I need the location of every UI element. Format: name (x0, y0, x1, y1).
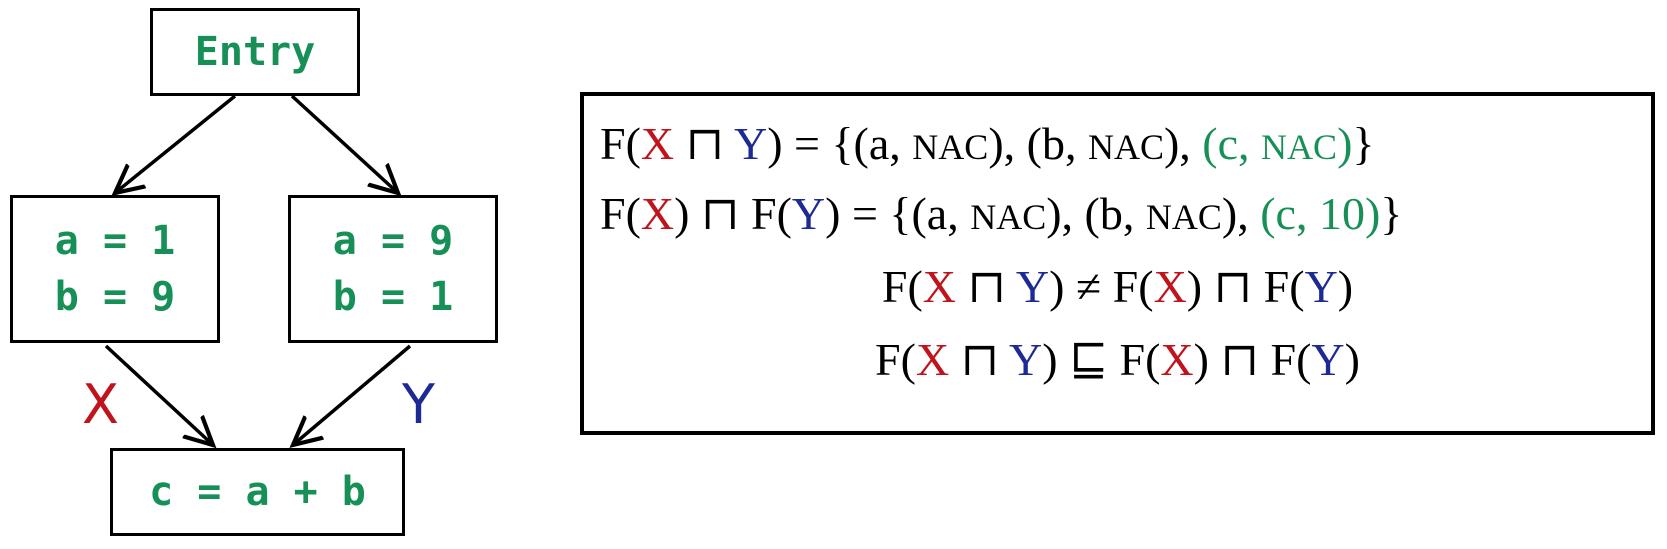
c-nac-value: NAC (1261, 127, 1338, 167)
nac-value: NAC (1087, 127, 1164, 167)
meet-operator: ⊓ (956, 261, 1016, 312)
nac-value: NAC (1145, 197, 1222, 237)
y-symbol: Y (1311, 334, 1345, 385)
formula-text: ) ≠ F( (1049, 261, 1154, 312)
formula-text: ) ⊑ F( (1042, 334, 1161, 385)
c-pair-open: (c, (1202, 118, 1262, 169)
x-symbol: X (922, 261, 957, 312)
cfg-node-entry (150, 8, 360, 96)
cfg-node-left (10, 195, 220, 343)
x-symbol: X (1153, 261, 1187, 312)
c-pair-close: ) (1337, 118, 1353, 169)
formula-text: F( (875, 334, 916, 385)
formula-text: } (1352, 118, 1375, 169)
formula-row-1 (600, 116, 1374, 175)
left-node-line-2: b = 9 (54, 274, 176, 320)
formula-text: ) ⊓ F( (1193, 334, 1312, 385)
y-symbol: Y (1009, 334, 1043, 385)
formula-text: ) = {(a, (767, 118, 913, 169)
formula-text: ) ⊓ F( (674, 188, 792, 239)
formula-text: ), (1221, 188, 1261, 239)
cfg-node-right (288, 195, 498, 343)
right-node-line-1: a = 9 (332, 218, 454, 264)
formula-text: F( (600, 118, 641, 169)
edge-left-to-merge (106, 346, 213, 445)
formula-text: F( (600, 188, 641, 239)
formula-row-3 (584, 259, 1651, 315)
formula-text: ), (b, (1046, 188, 1146, 239)
x-symbol: X (915, 334, 950, 385)
meet-operator: ⊓ (674, 118, 734, 169)
formula-text: ) = {(a, (825, 188, 971, 239)
nac-value: NAC (970, 197, 1047, 237)
y-symbol: Y (791, 188, 826, 239)
meet-operator: ⊓ (949, 334, 1010, 385)
formula-text: ) (1337, 261, 1354, 312)
entry-label: Entry (194, 29, 316, 75)
edge-entry-to-right (292, 96, 398, 193)
formula-text: ), (b, (988, 118, 1088, 169)
formula-text: ) ⊓ F( (1186, 261, 1305, 312)
cfg-node-merge (110, 448, 405, 536)
nac-value: NAC (912, 127, 989, 167)
x-symbol: X (640, 118, 675, 169)
edge-entry-to-left (115, 96, 235, 193)
y-symbol: Y (1015, 261, 1050, 312)
edge-label-y: Y (402, 373, 435, 436)
formula-text: ) (1344, 334, 1360, 385)
left-node-line-1: a = 1 (54, 218, 176, 264)
x-symbol: X (640, 188, 675, 239)
edge-right-to-merge (293, 346, 410, 445)
y-symbol: Y (1304, 261, 1338, 312)
formula-text: F( (881, 261, 923, 312)
c-pair-value: (c, 10) (1260, 188, 1381, 239)
formula-text: ), (1163, 118, 1203, 169)
formula-box (580, 92, 1655, 435)
x-symbol: X (1160, 334, 1194, 385)
formula-text: } (1380, 188, 1403, 239)
right-node-line-2: b = 1 (332, 274, 454, 320)
merge-label: c = a + b (149, 469, 366, 515)
edge-label-x: X (82, 373, 119, 436)
y-symbol: Y (733, 118, 768, 169)
formula-row-4 (584, 332, 1651, 388)
formula-row-2 (600, 186, 1402, 245)
